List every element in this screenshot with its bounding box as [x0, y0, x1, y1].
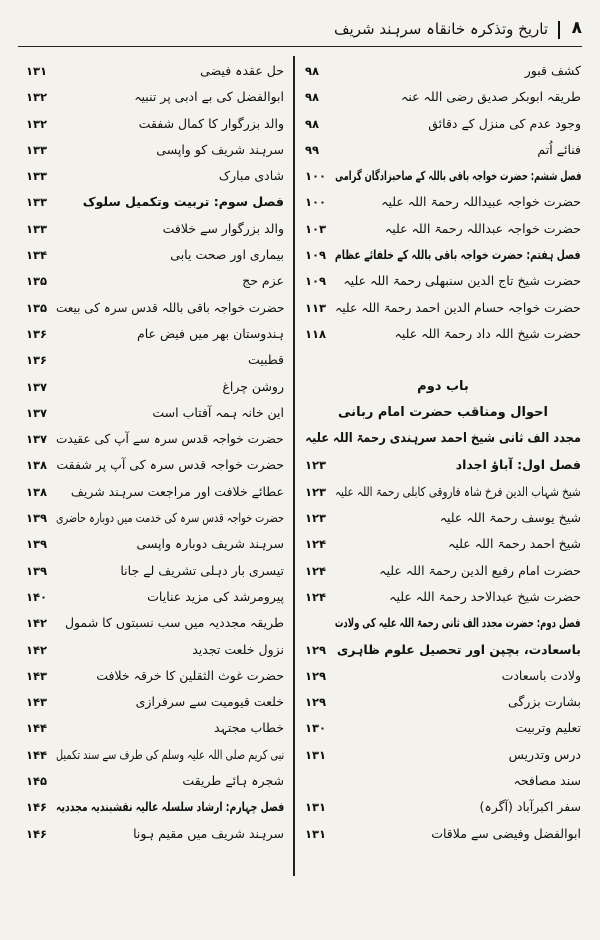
toc-entry — [305, 823, 581, 849]
toc-entry — [305, 376, 581, 402]
toc-entry — [26, 86, 284, 112]
toc-entry-title: عطائے خلافت اور مراجعت سرہند شریف — [70, 483, 284, 499]
toc-entry — [26, 402, 284, 428]
toc-entry-title: حل عقدہ فیضی — [200, 63, 284, 78]
toc-entry-title: شیخ شہاب الدین فرخ شاہ فاروقی کابلی رحمۃ اللہ علیہ — [335, 483, 581, 499]
toc-entry — [305, 533, 581, 559]
toc-entry-title: والد بزرگوار کا کمال شفقت — [138, 115, 284, 131]
toc-entry-title: حضرت خواجہ قدس سرہ کی خدمت میں دوبارہ حاضری — [56, 510, 284, 526]
toc-entry-title: حضرت غوث الثقلین کا خرقہ خلافت — [96, 667, 284, 683]
toc-entry-page: ۱۲۹ — [305, 695, 327, 710]
toc-entry-title: سفر اکبرآباد (آگرہ) — [479, 799, 581, 815]
toc-entry-title: نبی کریم صلی اللہ علیہ وسلم کی طرف سے سند تکمیل — [55, 746, 284, 762]
toc-entry-page: ۱۳۳ — [26, 221, 48, 236]
toc-entry — [26, 376, 284, 402]
toc-entry-title: خلعت قیومیت سے سرفرازی — [135, 694, 284, 710]
toc-entry — [305, 639, 581, 665]
toc-entry-title: تعلیم وتربیت — [515, 720, 581, 736]
toc-entry-page: ۱۰۳ — [305, 221, 327, 236]
toc-entry-page: ۱۴۰ — [26, 589, 48, 604]
toc-entry-page: ۱۳۳ — [26, 169, 48, 184]
toc-entry — [305, 191, 581, 217]
toc-entry-page: ۱۳۲ — [26, 90, 48, 105]
toc-entry-title: حضرت خواجہ حسام الدین احمد رحمۃ اللہ علیہ — [335, 299, 581, 315]
toc-entry-title: سند مصافحہ — [513, 773, 581, 789]
toc-entry-page: ۱۲۳ — [305, 511, 327, 526]
toc-entry — [26, 323, 284, 349]
toc-entry — [305, 139, 581, 165]
toc-entry-page: ۱۳۳ — [26, 195, 48, 210]
toc-entry-page: ۱۳۱ — [305, 826, 327, 841]
toc-entry — [26, 244, 284, 270]
toc-entry — [26, 717, 284, 743]
toc-entry-page: ۹۹ — [305, 142, 320, 157]
toc-entry-title: بشارت بزرگی — [508, 694, 581, 710]
toc-entry — [305, 796, 581, 822]
toc-entry-page: ۱۰۰ — [305, 169, 327, 184]
toc-entry — [26, 533, 284, 559]
toc-entry-page: ۱۳۹ — [26, 537, 48, 552]
toc-entry-page: ۱۰۰ — [305, 195, 327, 210]
toc-entry-page: ۱۳۸ — [26, 458, 48, 473]
toc-entry-title: نزول خلعت تجدید — [192, 641, 284, 657]
toc-entry-title: روشن چراغ — [222, 378, 284, 394]
toc-entry-page: ۱۲۴ — [305, 563, 327, 578]
toc-entry-title: وجود عدم کی منزل کے دقائق — [428, 115, 581, 131]
toc-entry-title: والد بزرگوار سے خلافت — [162, 220, 284, 236]
toc-entry-title: فنائے اُتم — [537, 141, 581, 157]
toc-entry-title: حضرت خواجہ عبیداللہ رحمۃ اللہ علیہ — [381, 194, 581, 210]
header-rule — [18, 46, 582, 47]
toc-entry-title: احوال ومناقب حضرت امام ربانی — [338, 404, 548, 420]
toc-entry-page: ۱۰۹ — [305, 248, 327, 263]
toc-entry — [26, 191, 284, 217]
toc-entry-title: طریقہ مجددیہ میں سب نسبتوں کا شمول — [64, 615, 284, 631]
toc-entry-title: ابوالفضل کی بے ادبی پر تنبیہ — [134, 89, 284, 105]
toc-entry — [26, 560, 284, 586]
toc-entry-title: سرہند شریف میں مقیم ہونا — [133, 825, 284, 841]
toc-entry-page: ۱۱۸ — [305, 326, 327, 341]
toc-entry — [26, 60, 284, 86]
toc-entry-page: ۱۱۳ — [305, 300, 327, 315]
toc-entry — [305, 586, 581, 612]
toc-entry-title: این خانہ ہمہ آفتاب است — [152, 404, 284, 420]
toc-entry — [26, 165, 284, 191]
toc-entry-page: ۱۲۴ — [305, 537, 327, 552]
toc-entry-title: فصل دوم: حضرت مجدد الف ثانی رحمۃ اللہ علیہ کی ولادت — [335, 615, 581, 631]
toc-entry — [305, 665, 581, 691]
toc-entry-page: ۱۲۹ — [305, 642, 327, 657]
toc-entry-page: ۱۴۲ — [26, 616, 48, 631]
toc-entry — [305, 270, 581, 296]
toc-entry-page: ۱۳۴ — [26, 248, 48, 263]
toc-entry — [26, 586, 284, 612]
toc-right-column — [305, 60, 581, 890]
toc-entry — [305, 323, 581, 349]
toc-entry-title: طریقہ ابوبکر صدیق رضی اللہ عنہ — [401, 89, 581, 105]
toc-entry-title: حضرت خواجہ قدس سرہ کی آپ پر شفقت — [56, 457, 284, 473]
toc-entry-title: پیرومرشد کی مزید عنایات — [147, 588, 284, 604]
toc-entry-page: ۱۰۹ — [305, 274, 327, 289]
toc-entry — [26, 612, 284, 638]
toc-entry-page: ۹۸ — [305, 90, 320, 105]
toc-entry-title: ابوالفضل وفیضی سے ملاقات — [431, 825, 581, 841]
toc-entry — [305, 612, 581, 638]
toc-entry-page: ۱۳۶ — [26, 326, 48, 341]
toc-entry-page: ۱۳۶ — [26, 353, 48, 368]
toc-entry-page: ۱۴۴ — [26, 721, 48, 736]
toc-entry-title: قطبیت — [247, 352, 284, 368]
toc-entry-page: ۱۲۳ — [305, 458, 327, 473]
toc-entry-title: حضرت شیخ عبدالاحد رحمۃ اللہ علیہ — [389, 588, 581, 604]
toc-entry-title: باب دوم — [417, 378, 469, 394]
toc-entry-title: فصل ششم: حضرت خواجہ باقی باللہ کے صاحبزادگان گرامی — [334, 168, 581, 184]
toc-entry-page: ۱۳۵ — [26, 300, 48, 315]
toc-entry-title: حضرت خواجہ قدس سرہ سے آپ کی عقیدت — [56, 431, 284, 447]
page-number: ۸ — [571, 18, 582, 38]
toc-entry-page: ۱۳۳ — [26, 142, 48, 157]
toc-entry-title: ولادت باسعادت — [501, 667, 581, 683]
toc-entry — [305, 454, 581, 480]
toc-entry-title: شادی مبارک — [218, 168, 284, 184]
toc-entry-title: تیسری بار دہلی تشریف لے جانا — [120, 562, 284, 578]
toc-entry — [305, 560, 581, 586]
toc-entry-title: فصل اول: آباؤ اجداد — [455, 457, 581, 473]
toc-entry-title: حضرت خواجہ عبداللہ رحمۃ اللہ علیہ — [384, 220, 581, 236]
toc-entry — [305, 428, 581, 454]
toc-entry-page: ۱۲۳ — [305, 484, 327, 499]
toc-entry — [305, 165, 581, 191]
toc-entry-title: باسعادت، بچپن اور تحصیل علوم ظاہری — [336, 641, 581, 657]
toc-entry — [26, 796, 284, 822]
toc-entry-title: فصل سوم: تربیت وتکمیل سلوک — [82, 194, 284, 210]
column-divider — [293, 56, 295, 876]
toc-entry — [305, 744, 581, 770]
toc-entry — [26, 823, 284, 849]
toc-entry-page: ۱۳۰ — [305, 721, 327, 736]
toc-entry — [305, 218, 581, 244]
toc-entry — [305, 244, 581, 270]
toc-entry — [305, 60, 581, 86]
toc-entry — [305, 402, 581, 428]
toc-entry — [305, 717, 581, 743]
toc-entry-page: ۱۳۷ — [26, 379, 48, 394]
toc-entry — [26, 297, 284, 323]
toc-entry — [305, 691, 581, 717]
toc-entry — [26, 691, 284, 717]
toc-entry-title: شیخ یوسف رحمۃ اللہ علیہ — [439, 510, 581, 526]
toc-entry-page: ۱۳۲ — [26, 116, 48, 131]
toc-entry — [305, 113, 581, 139]
toc-entry — [305, 481, 581, 507]
toc-entry — [26, 218, 284, 244]
toc-entry — [305, 770, 581, 796]
toc-entry-page: ۱۳۱ — [305, 800, 327, 815]
toc-entry-page: ۱۲۹ — [305, 668, 327, 683]
running-title: تاریخ وتذکرہ خانقاہ سرہند شریف — [334, 20, 548, 38]
toc-entry — [26, 507, 284, 533]
toc-entry-page: ۹۸ — [305, 64, 320, 78]
toc-entry — [305, 297, 581, 323]
toc-entry — [26, 270, 284, 296]
toc-entry-title: سرہند شریف دوبارہ واپسی — [136, 536, 284, 552]
toc-entry — [26, 744, 284, 770]
toc-entry-page: ۱۴۴ — [26, 747, 48, 762]
toc-entry — [26, 639, 284, 665]
toc-entry-page: ۱۳۸ — [26, 484, 48, 499]
toc-entry-page: ۱۳۹ — [26, 511, 48, 526]
toc-entry-page: ۱۲۴ — [305, 589, 327, 604]
toc-entry — [305, 507, 581, 533]
toc-entry-page: ۹۸ — [305, 116, 320, 131]
toc-entry-page: ۱۳۱ — [26, 64, 48, 78]
toc-entry-title: سرہند شریف کو واپسی — [156, 141, 284, 157]
toc-left-column — [26, 60, 284, 890]
toc-entry — [26, 349, 284, 375]
toc-entry-page: ۱۴۶ — [26, 800, 48, 815]
toc-entry-page: ۱۳۵ — [26, 274, 48, 289]
toc-entry-title: کشف قبور — [524, 63, 581, 78]
toc-entry-title: شیخ احمد رحمۃ اللہ علیہ — [448, 536, 581, 552]
toc-entry — [26, 665, 284, 691]
toc-entry-title: عزم حج — [242, 273, 284, 289]
toc-entry-title: مجدد الف ثانی شیخ احمد سرہندی رحمۃ اللہ علیہ — [305, 431, 581, 447]
toc-entry — [26, 454, 284, 480]
toc-entry-page: ۱۳۷ — [26, 432, 48, 447]
toc-entry — [305, 86, 581, 112]
toc-entry-title: خطاب مجتہد — [214, 720, 284, 736]
page-header — [0, 18, 600, 44]
toc-entry-page: ۱۴۵ — [26, 774, 48, 789]
toc-entry-title: حضرت امام رفیع الدین رحمۃ اللہ علیہ — [379, 562, 581, 578]
toc-entry-page: ۱۳۷ — [26, 405, 48, 420]
toc-entry — [26, 113, 284, 139]
toc-entry — [26, 481, 284, 507]
toc-entry-title: درس وتدریس — [508, 746, 581, 762]
toc-entry-page: ۱۴۶ — [26, 826, 48, 841]
toc-entry-page: ۱۴۳ — [26, 668, 48, 683]
toc-entry-page: ۱۴۲ — [26, 642, 48, 657]
toc-entry-title: ہندوستان بھر میں فیض عام — [136, 325, 284, 341]
toc-entry — [305, 349, 581, 375]
toc-entry-title: فصل چہارم: ارشاد سلسلہ عالیہ نقشبندیہ مجددیہ — [55, 799, 284, 815]
toc-entry-title: شجرہ ہائے طریقت — [182, 773, 284, 789]
toc-entry-page: ۱۴۳ — [26, 695, 48, 710]
toc-entry-title: حضرت خواجہ باقی باللہ قدس سرہ کی بیعت — [55, 299, 284, 315]
toc-entry — [26, 770, 284, 796]
toc-entry-title: فصل ہفتم: حضرت خواجہ باقی باللہ کے خلفائے عظام — [335, 247, 581, 263]
toc-entry-title: حضرت شیخ اللہ داد رحمۃ اللہ علیہ — [394, 325, 581, 341]
toc-entry-page: ۱۳۹ — [26, 563, 48, 578]
toc-entry-title: حضرت شیخ تاج الدین سنبھلی رحمۃ اللہ علیہ — [343, 273, 581, 289]
toc-entry — [26, 428, 284, 454]
header-separator — [558, 21, 560, 39]
toc-entry — [26, 139, 284, 165]
toc-entry-title: بیماری اور صحت یابی — [170, 247, 284, 263]
toc-entry-page: ۱۳۱ — [305, 747, 327, 762]
